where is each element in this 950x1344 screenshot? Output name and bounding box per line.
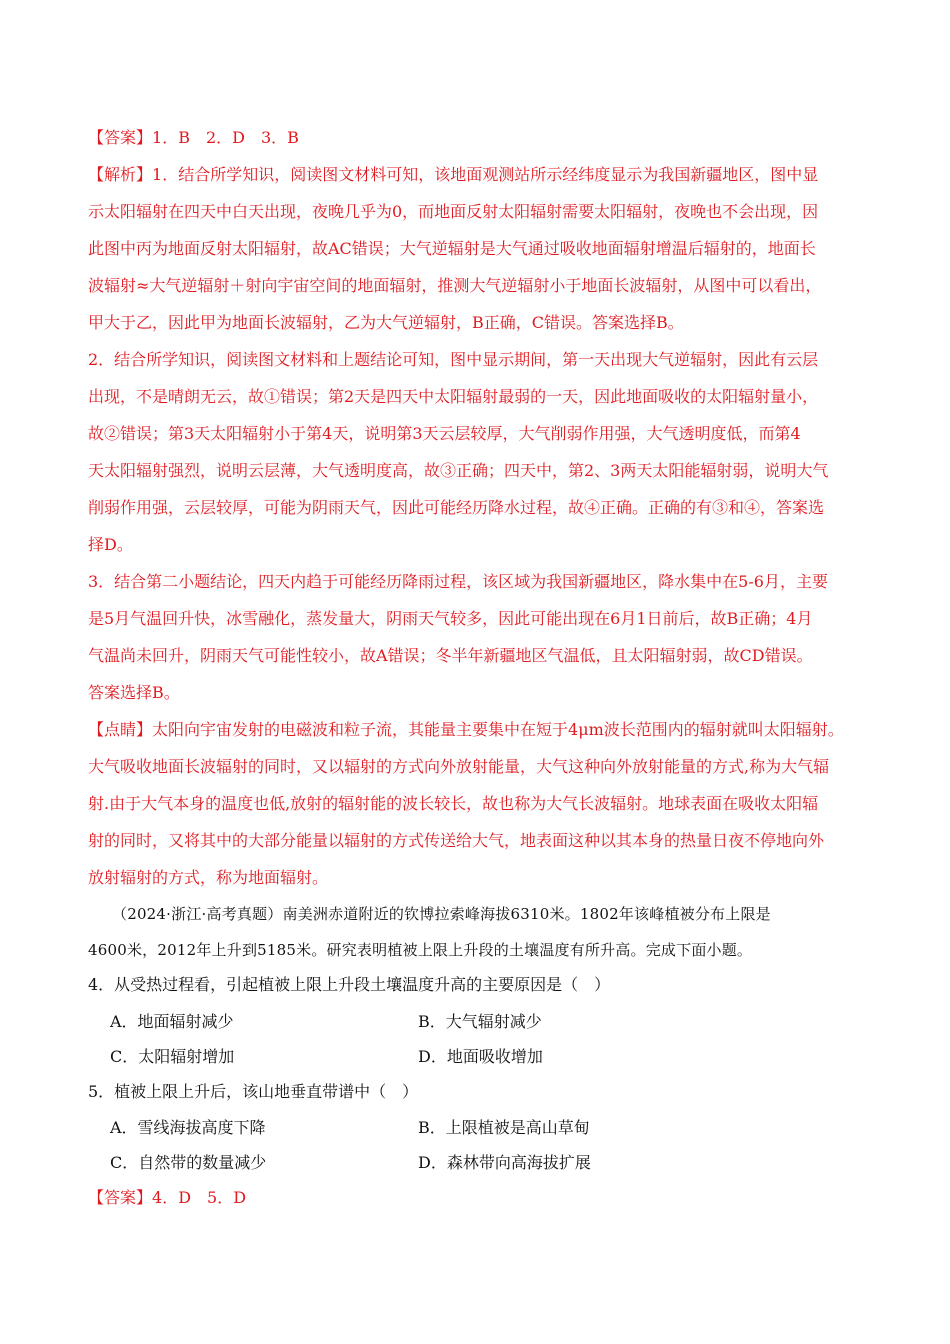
tip-line-4: 射的同时，又将其中的大部分能量以辐射的方式传送给大气，地表面这种以其本身的热量日夜不停地向外 [88, 831, 825, 850]
analysis-line-10: 削弱作用强，云层较厚，可能为阴雨天气，因此可能经历降水过程，故④正确。正确的有③和④，答案选 [88, 498, 825, 517]
analysis-line-11: 择D。 [88, 535, 133, 554]
tip-text: 太阳向宇宙发射的电磁波和粒子流，其能量主要集中在短于4μm波长范围内的辐射就叫太阳辐射。 [152, 720, 844, 739]
analysis-line-2: 示太阳辐射在四天中白天出现，夜晚几乎为0，而地面反射太阳辐射需要太阳辐射，夜晚也不会出现，因 [88, 202, 819, 221]
question-5-option-c[interactable]: C．自然带的数量减少 [110, 1153, 267, 1172]
answer-line-1 [88, 128, 299, 148]
question-5-option-b[interactable]: B．上限植被是高山草甸 [418, 1118, 590, 1137]
question-5-option-a[interactable]: A．雪线海拔高度下降 [110, 1118, 266, 1137]
question-4-option-a[interactable]: A．地面辐射减少 [110, 1012, 234, 1031]
answer-line-2 [88, 1188, 246, 1208]
tip-line-3: 射.由于大气本身的温度也低,放射的辐射能的波长较长，故也称为大气长波辐射。地球表面在吸收太阳辐 [88, 794, 819, 813]
analysis-line-12: 3．结合第二小题结论，四天内趋于可能经历降雨过程，该区域为我国新疆地区，降水集中在5-6月，主要 [88, 572, 828, 591]
analysis-line-3: 此图中丙为地面反射太阳辐射，故AC错误；大气逆辐射是大气通过吸收地面辐射增温后辐射的，地面长 [88, 239, 816, 258]
analysis-tag: 【解析】 [88, 165, 153, 184]
question-5-option-d[interactable]: D．森林带向高海拔扩展 [418, 1153, 591, 1172]
analysis-line-9: 天太阳辐射强烈，说明云层薄，大气透明度高，故③正确；四天中，第2、3两天太阳能辐射弱，说明大气 [88, 461, 829, 480]
question-4-option-b[interactable]: B．大气辐射减少 [418, 1012, 542, 1031]
answer-tag: 【答案】 [88, 1188, 153, 1207]
analysis-line-15: 答案选择B。 [88, 683, 180, 702]
analysis-line-7: 出现，不是晴朗无云，故①错误；第2天是四天中太阳辐射最弱的一天，因此地面吸收的太阳辐射量小， [88, 387, 819, 406]
question-4-option-c[interactable]: C．太阳辐射增加 [110, 1047, 235, 1066]
analysis-line-14: 气温尚未回升，阴雨天气可能性较小，故A错误；冬半年新疆地区气温低，且太阳辐射弱，故CD错误。 [88, 646, 813, 665]
material-line-1: （2024·浙江·高考真题）南美洲赤道附近的钦博拉索峰海拔6310米。1802年该峰植被分布上限是 [112, 905, 771, 923]
tip-tag: 【点睛】 [88, 720, 153, 739]
answer-tag: 【答案】 [88, 128, 153, 147]
question-4-stem: 4．从受热过程看，引起植被上限上升段土壤温度升高的主要原因是（ ） [88, 975, 611, 994]
question-4-option-d[interactable]: D．地面吸收增加 [418, 1047, 543, 1066]
material-line-2: 4600米，2012年上升到5185米。研究表明植被上限上升段的土壤温度有所升高。完成下面小题。 [88, 941, 753, 959]
question-5-stem: 5．植被上限上升后，该山地垂直带谱中（ ） [88, 1082, 419, 1101]
analysis-line-1 [88, 165, 818, 185]
analysis-line-13: 是5月气温回升快，冰雪融化，蒸发量大，阴雨天气较多，因此可能出现在6月1日前后，故B正确；4月 [88, 609, 813, 628]
analysis-line-5: 甲大于乙，因此甲为地面长波辐射，乙为大气逆辐射，B正确，C错误。答案选择B。 [88, 313, 684, 332]
answer-text: 1．B 2．D 3．B [152, 128, 299, 147]
analysis-text: 1．结合所学知识，阅读图文材料可知，该地面观测站所示经纬度显示为我国新疆地区，图中显 [152, 165, 819, 184]
analysis-line-8: 故②错误；第3天太阳辐射小于第4天，说明第3天云层较厚，大气削弱作用强，大气透明度低，而第4 [88, 424, 801, 443]
tip-line-1 [88, 720, 844, 740]
answer-text: 4．D 5．D [152, 1188, 247, 1207]
analysis-line-4: 波辐射≈大气逆辐射＋射向宇宙空间的地面辐射，推测大气逆辐射小于地面长波辐射，从图中可以看出， [88, 276, 822, 295]
tip-line-5: 放射辐射的方式，称为地面辐射。 [88, 868, 329, 887]
tip-line-2: 大气吸收地面长波辐射的同时，又以辐射的方式向外放射能量，大气这种向外放射能量的方式,称为大气辐 [88, 757, 830, 776]
analysis-line-6: 2．结合所学知识，阅读图文材料和上题结论可知，图中显示期间，第一天出现大气逆辐射，因此有云层 [88, 350, 819, 369]
